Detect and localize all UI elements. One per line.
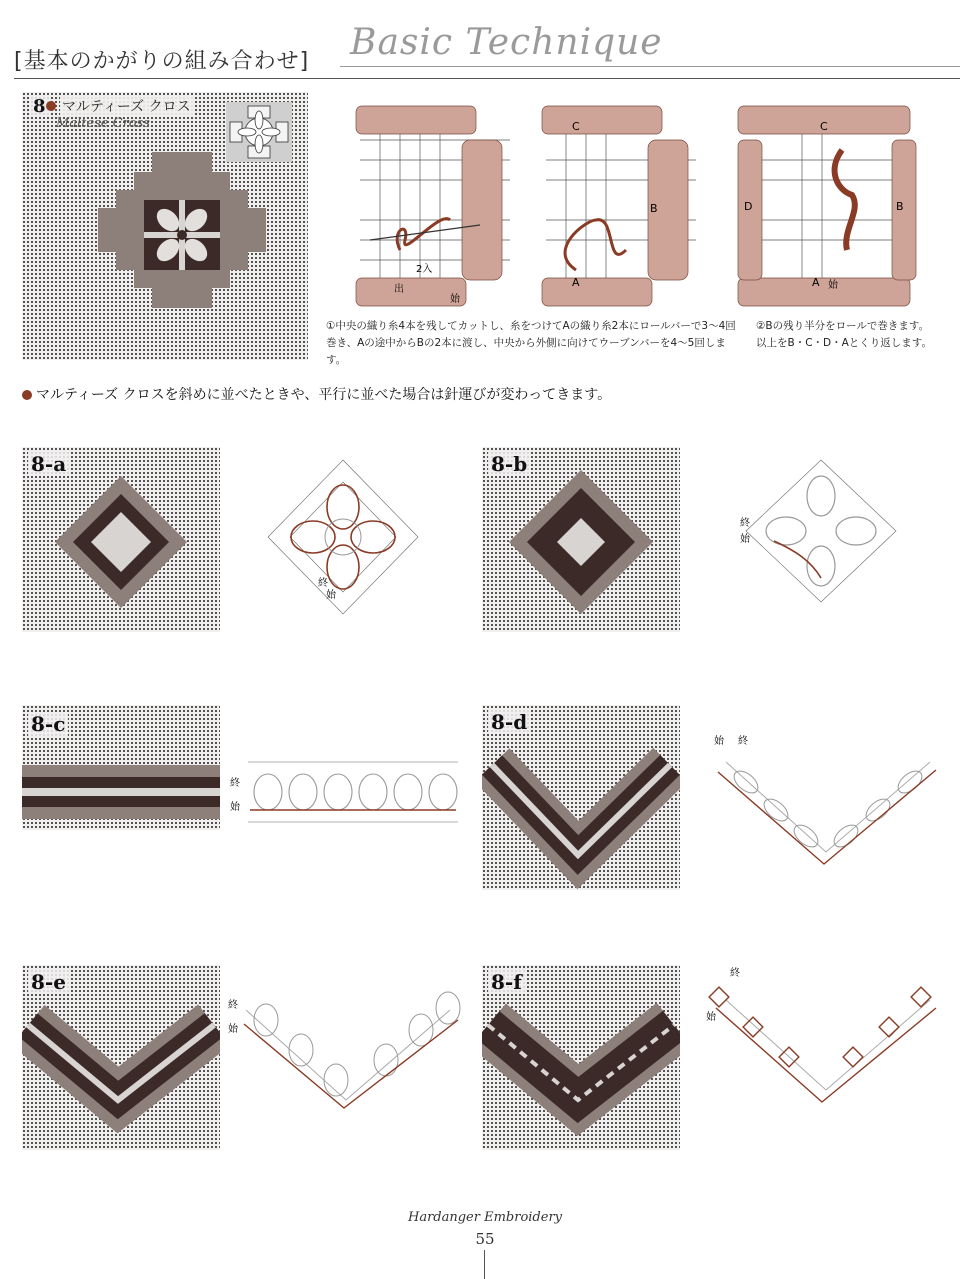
variant-diagram-8b [736,456,906,606]
label-2-in: 2入 [416,264,433,275]
footer-rule [484,1250,485,1279]
mark-start-8f: 始 [706,1012,716,1023]
mark-end-8f: 終 [730,968,740,979]
label-c: C [572,120,580,133]
variant-diagram-8c [228,752,468,832]
label-b-2: B [896,200,904,213]
variant-diagram-8d [706,732,946,882]
main-name-jp: マルティーズ クロス [60,96,193,116]
label-start-2: 始 [828,280,838,291]
mark-start-8d: 始 [714,736,724,747]
bullet-dot [22,390,32,400]
footer-title: Hardanger Embroidery [407,1210,563,1225]
main-number: 8 [30,96,49,117]
header-divider [340,66,960,67]
variant-diagram-8a [258,452,428,622]
label-b: B [650,202,658,215]
label-out: 出 [394,284,404,295]
accent-dot [46,101,56,111]
mark-start-8a: 始 [326,590,336,601]
variant-label-8e: 8-e [28,970,69,994]
variant-label-8a: 8-a [28,452,69,476]
mark-start-8c: 始 [230,802,240,813]
step-diagram-2 [536,100,706,314]
mark-start-8e: 始 [228,1024,238,1035]
step-note-2: ②Bの残り半分をロールで巻きます。 以上をB・C・D・Aとくり返します。 [756,320,932,349]
lead-text: マルティーズ クロスを斜めに並べたときや、平行に並べた場合は針運びが変わってきます。 [22,384,611,404]
mark-end-8a: 終 [318,578,328,589]
label-a: A [572,276,580,289]
mark-end-8e: 終 [228,1000,238,1011]
variant-label-8c: 8-c [28,712,68,736]
variant-diagram-8e [226,980,466,1130]
mark-end-8b: 終 [740,518,750,529]
label-a-2: A [812,276,820,289]
mark-end-8c: 終 [230,778,240,789]
step-diagram-3 [732,100,918,314]
mark-start-8b: 始 [740,534,750,545]
variant-label-8f: 8-f [488,970,525,994]
label-start: 始 [450,294,460,305]
mark-end-8d: 終 [738,736,748,747]
label-c-2: C [820,120,828,133]
section-title-english: Basic Technique [350,22,663,63]
variant-diagram-8f [706,960,946,1125]
maltese-cross-chart-icon [226,102,292,162]
step-note-1: ①中央の織り糸4本を残してカットし、糸をつけてAの織り糸2本にロールバーで3～4回 巻き、Aの途中からBの2本に渡し、中央から外側に向けてウーブンバーを4～5回します。 [326,320,736,366]
variant-label-8b: 8-b [488,452,530,476]
main-name-en: Maltese Cross [56,116,150,131]
step-diagram-1 [350,100,520,314]
variant-label-8d: 8-d [488,710,530,734]
label-d: D [744,200,753,213]
header-underline [14,78,960,79]
section-title: [基本のかがりの組み合わせ] [14,49,310,74]
page-number: 55 [475,1230,495,1248]
